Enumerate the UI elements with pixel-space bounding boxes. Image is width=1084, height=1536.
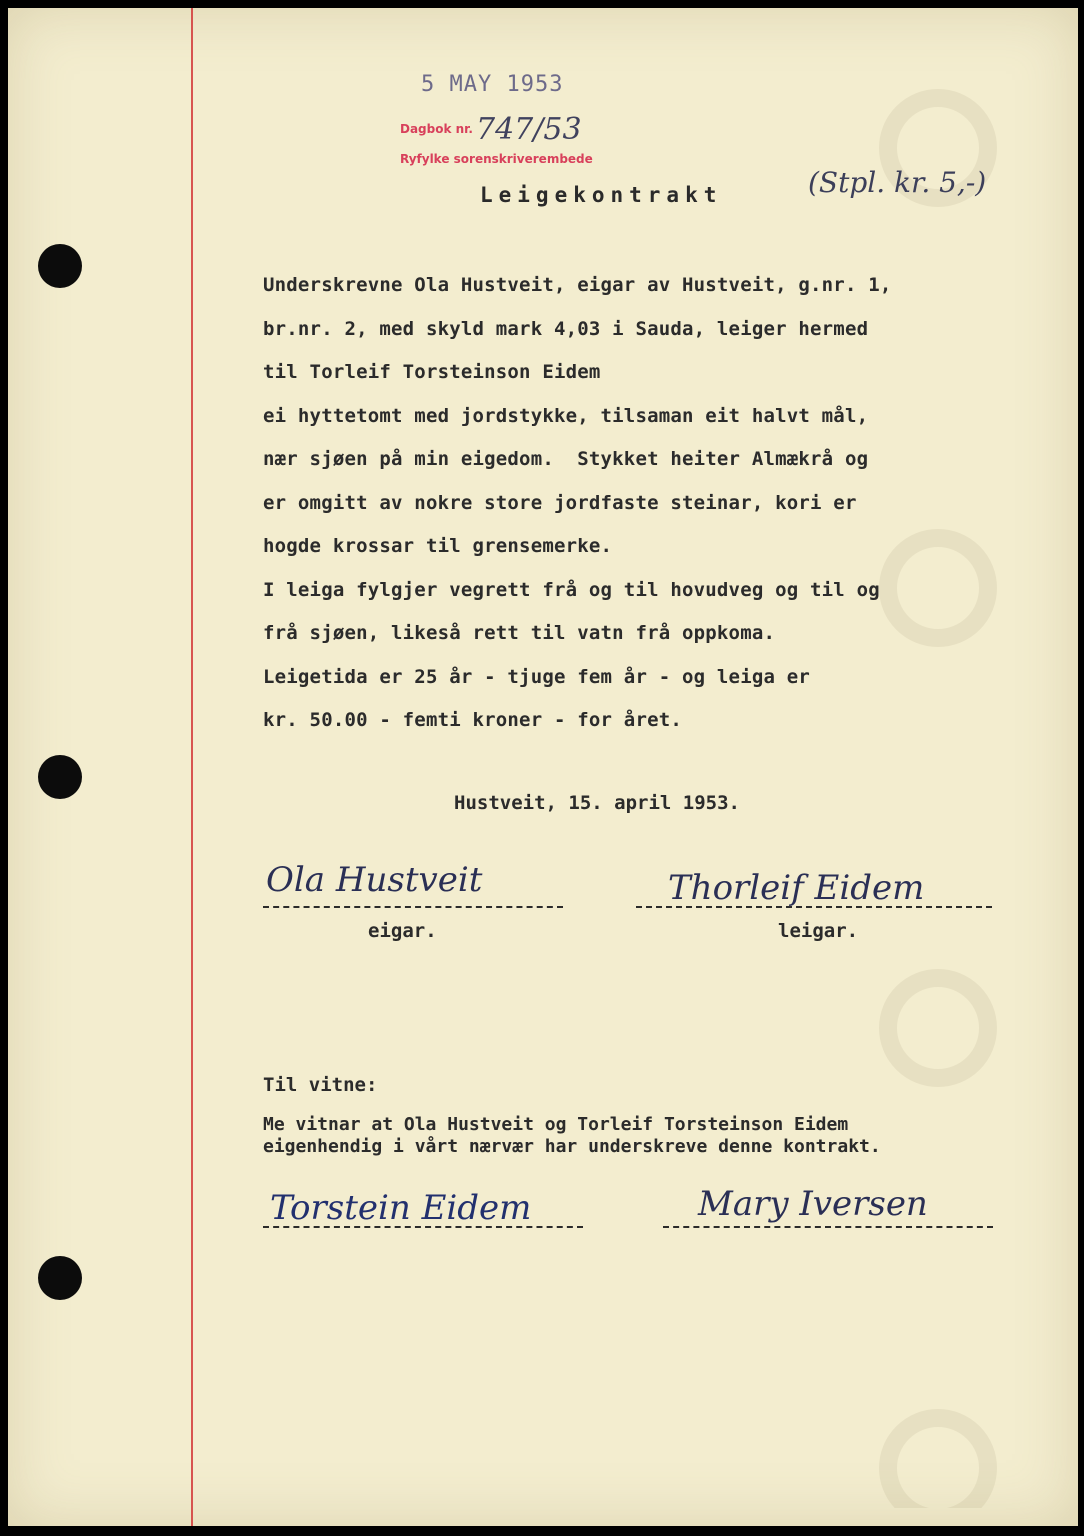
punch-hole xyxy=(38,1256,82,1300)
red-margin-line xyxy=(191,8,193,1526)
place-and-date: Hustveit, 15. april 1953. xyxy=(454,792,740,814)
contract-body-line: ei hyttetomt med jordstykke, tilsaman eit halvt mål, xyxy=(263,404,869,427)
witness-signature-2: Mary Iversen xyxy=(698,1184,928,1224)
witness-statement-line: Me vitnar at Ola Hustveit og Torleif Torsteinson Eidem xyxy=(263,1114,849,1135)
contract-body-line: hogde krossar til grensemerke. xyxy=(263,535,613,557)
owner-signature: Ola Hustveit xyxy=(266,860,483,900)
stamp-journal-number: 747/53 xyxy=(476,112,582,147)
contract-body-line: nær sjøen på min eigedom. Stykket heiter Almækrå og xyxy=(263,448,869,470)
punch-hole xyxy=(38,755,82,799)
witness-signature-1: Torstein Eidem xyxy=(270,1188,532,1228)
stamp-journal-label: Dagbok nr. xyxy=(400,122,473,136)
contract-body-line: Leigetida er 25 år - tjuge fem år - og leiga er xyxy=(263,665,811,688)
contract-body-line: er omgitt av nokre store jordfaste steinar, kori er xyxy=(263,491,857,514)
owner-role-label: eigar. xyxy=(368,920,437,942)
lessee-signature-line xyxy=(636,906,992,908)
lessee-signature: Thorleif Eidem xyxy=(668,868,925,908)
punch-hole xyxy=(38,244,82,288)
stamp-office-name: Ryfylke sorenskriverembede xyxy=(400,152,593,166)
witness-signature-line-1 xyxy=(263,1226,583,1228)
contract-body-line: kr. 50.00 - femti kroner - for året. xyxy=(263,709,683,731)
contract-body-line: br.nr. 2, med skyld mark 4,03 i Sauda, leiger hermed xyxy=(263,317,869,340)
contract-body-line: Underskrevne Ola Hustveit, eigar av Hustveit, g.nr. 1, xyxy=(263,274,892,296)
stamp-duty-note: (Stpl. kr. 5,-) xyxy=(808,166,987,199)
witness-heading: Til vitne: xyxy=(263,1074,378,1096)
document-title: Leigekontrakt xyxy=(480,183,723,207)
contract-body-line: I leiga fylgjer vegrett frå og til hovudveg og til og xyxy=(263,578,880,601)
witness-statement-line: eigenhendig i vårt nærvær har underskreve denne kontrakt. xyxy=(263,1136,881,1157)
owner-signature-line xyxy=(263,906,563,908)
document-page xyxy=(8,8,1078,1526)
witness-signature-line-2 xyxy=(663,1226,993,1228)
contract-body-line: frå sjøen, likeså rett til vatn frå oppkoma. xyxy=(263,622,776,644)
lessee-role-label: leigar. xyxy=(778,920,859,942)
contract-body-line: til Torleif Torsteinson Eidem xyxy=(263,361,601,383)
received-date-stamp: 5 MAY 1953 xyxy=(421,72,564,97)
